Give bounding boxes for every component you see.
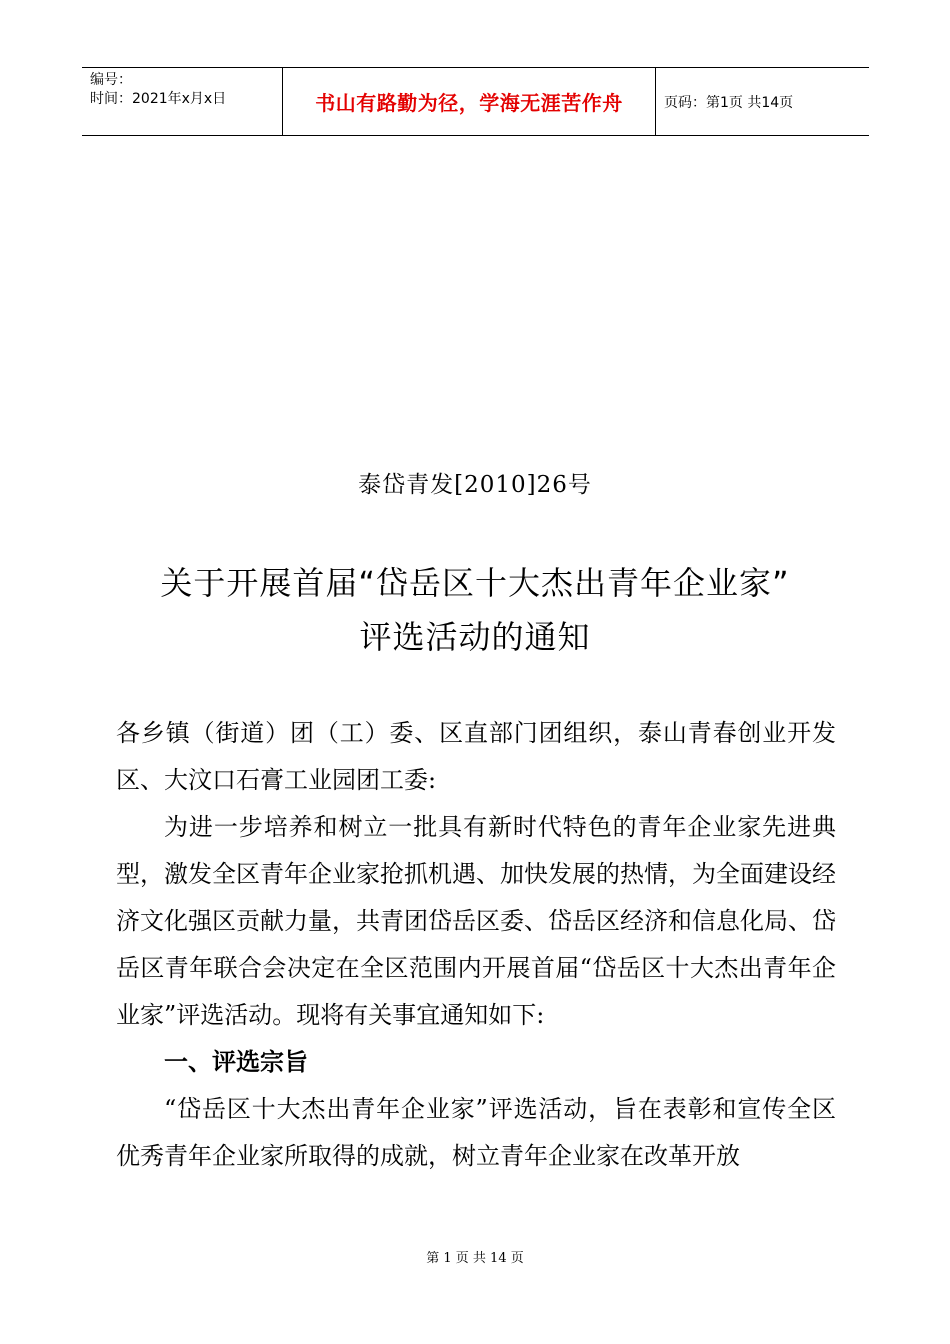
header-meta-cell bbox=[82, 68, 282, 135]
page-footer: 第 1 页 共 14 页 bbox=[426, 1251, 524, 1266]
document-number: 泰岱青发[2010]26号 bbox=[358, 472, 592, 498]
document-body bbox=[116, 710, 836, 1180]
header-table bbox=[82, 67, 869, 136]
paragraph-intro: 为进一步培养和树立一批具有新时代特色的青年企业家先进典型，激发全区青年企业家抢抓机遇、加快发展的热情，为全面建设经济文化强区贡献力量，共青团岱岳区委、岱岳区经济和信息化局、岱岳区青年联合会决定在全区范围内开展首届“岱岳区十大杰出青年企业家”评选活动。现将有关事宜通知如下: bbox=[116, 813, 836, 1029]
addressee: 各乡镇（街道）团（工）委、区直部门团组织，泰山青春创业开发区、大汶口石膏工业园团工委: bbox=[116, 719, 836, 794]
paragraph-purpose: “岱岳区十大杰出青年企业家”评选活动，旨在表彰和宣传全区优秀青年企业家所取得的成就，树立青年企业家在改革开放 bbox=[116, 1095, 836, 1170]
document-title-line-2: 评选活动的通知 bbox=[359, 618, 591, 656]
header-page-info: 页码：第1页 共14页 bbox=[664, 94, 794, 111]
header-motto: 书山有路勤为径，学海无涯苦作舟 bbox=[282, 68, 656, 135]
section-heading-1: 一、评选宗旨 bbox=[164, 1048, 308, 1076]
document-title-line-1: 关于开展首届“岱岳区十大杰出青年企业家” bbox=[160, 564, 790, 602]
serial-label: 编号： bbox=[90, 72, 132, 88]
date-label: 时间：2021年x月x日 bbox=[90, 91, 227, 107]
document-title bbox=[0, 556, 950, 664]
